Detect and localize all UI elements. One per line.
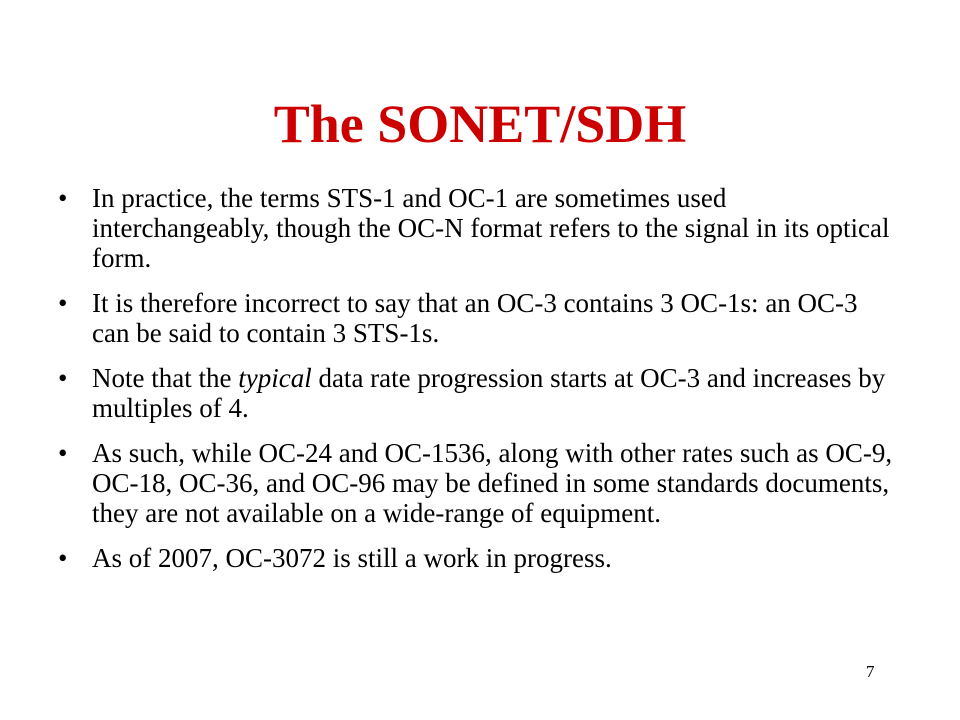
bullet-text-emphasis: typical [238, 363, 312, 393]
bullet-text: As such, while OC-24 and OC-1536, along with other rates such as OC-9, OC-18, OC-36, and OC-96 may be defined in some standards documents, they are not available on a wide-range of equipment. [92, 438, 893, 528]
bullet-text: It is therefore incorrect to say that an OC-3 contains 3 OC-1s: an OC-3 can be said to contain 3 STS-1s. [92, 288, 858, 348]
bullet-item [58, 183, 893, 273]
bullet-text: In practice, the terms STS-1 and OC-1 are sometimes used interchangeably, though the OC-N format refers to the signal in its optical form. [92, 183, 890, 273]
bullet-item [58, 543, 893, 573]
bullet-text-before: Note that the [92, 363, 239, 393]
bullet-item [58, 288, 893, 348]
page-number: 7 [866, 662, 875, 681]
bullet-icon: • [58, 438, 68, 468]
slide-title: The SONET/SDH [273, 94, 687, 154]
bullet-icon: • [58, 288, 68, 318]
bullet-icon: • [58, 543, 68, 573]
bullet-list [58, 183, 893, 588]
bullet-item [58, 363, 893, 423]
bullet-text: As of 2007, OC-3072 is still a work in progress. [92, 543, 612, 573]
bullet-text-after: data rate progression starts at OC-3 and increases by multiples of 4. [92, 363, 886, 423]
bullet-item [58, 438, 893, 528]
bullet-icon: • [58, 183, 68, 213]
bullet-icon: • [58, 363, 68, 393]
